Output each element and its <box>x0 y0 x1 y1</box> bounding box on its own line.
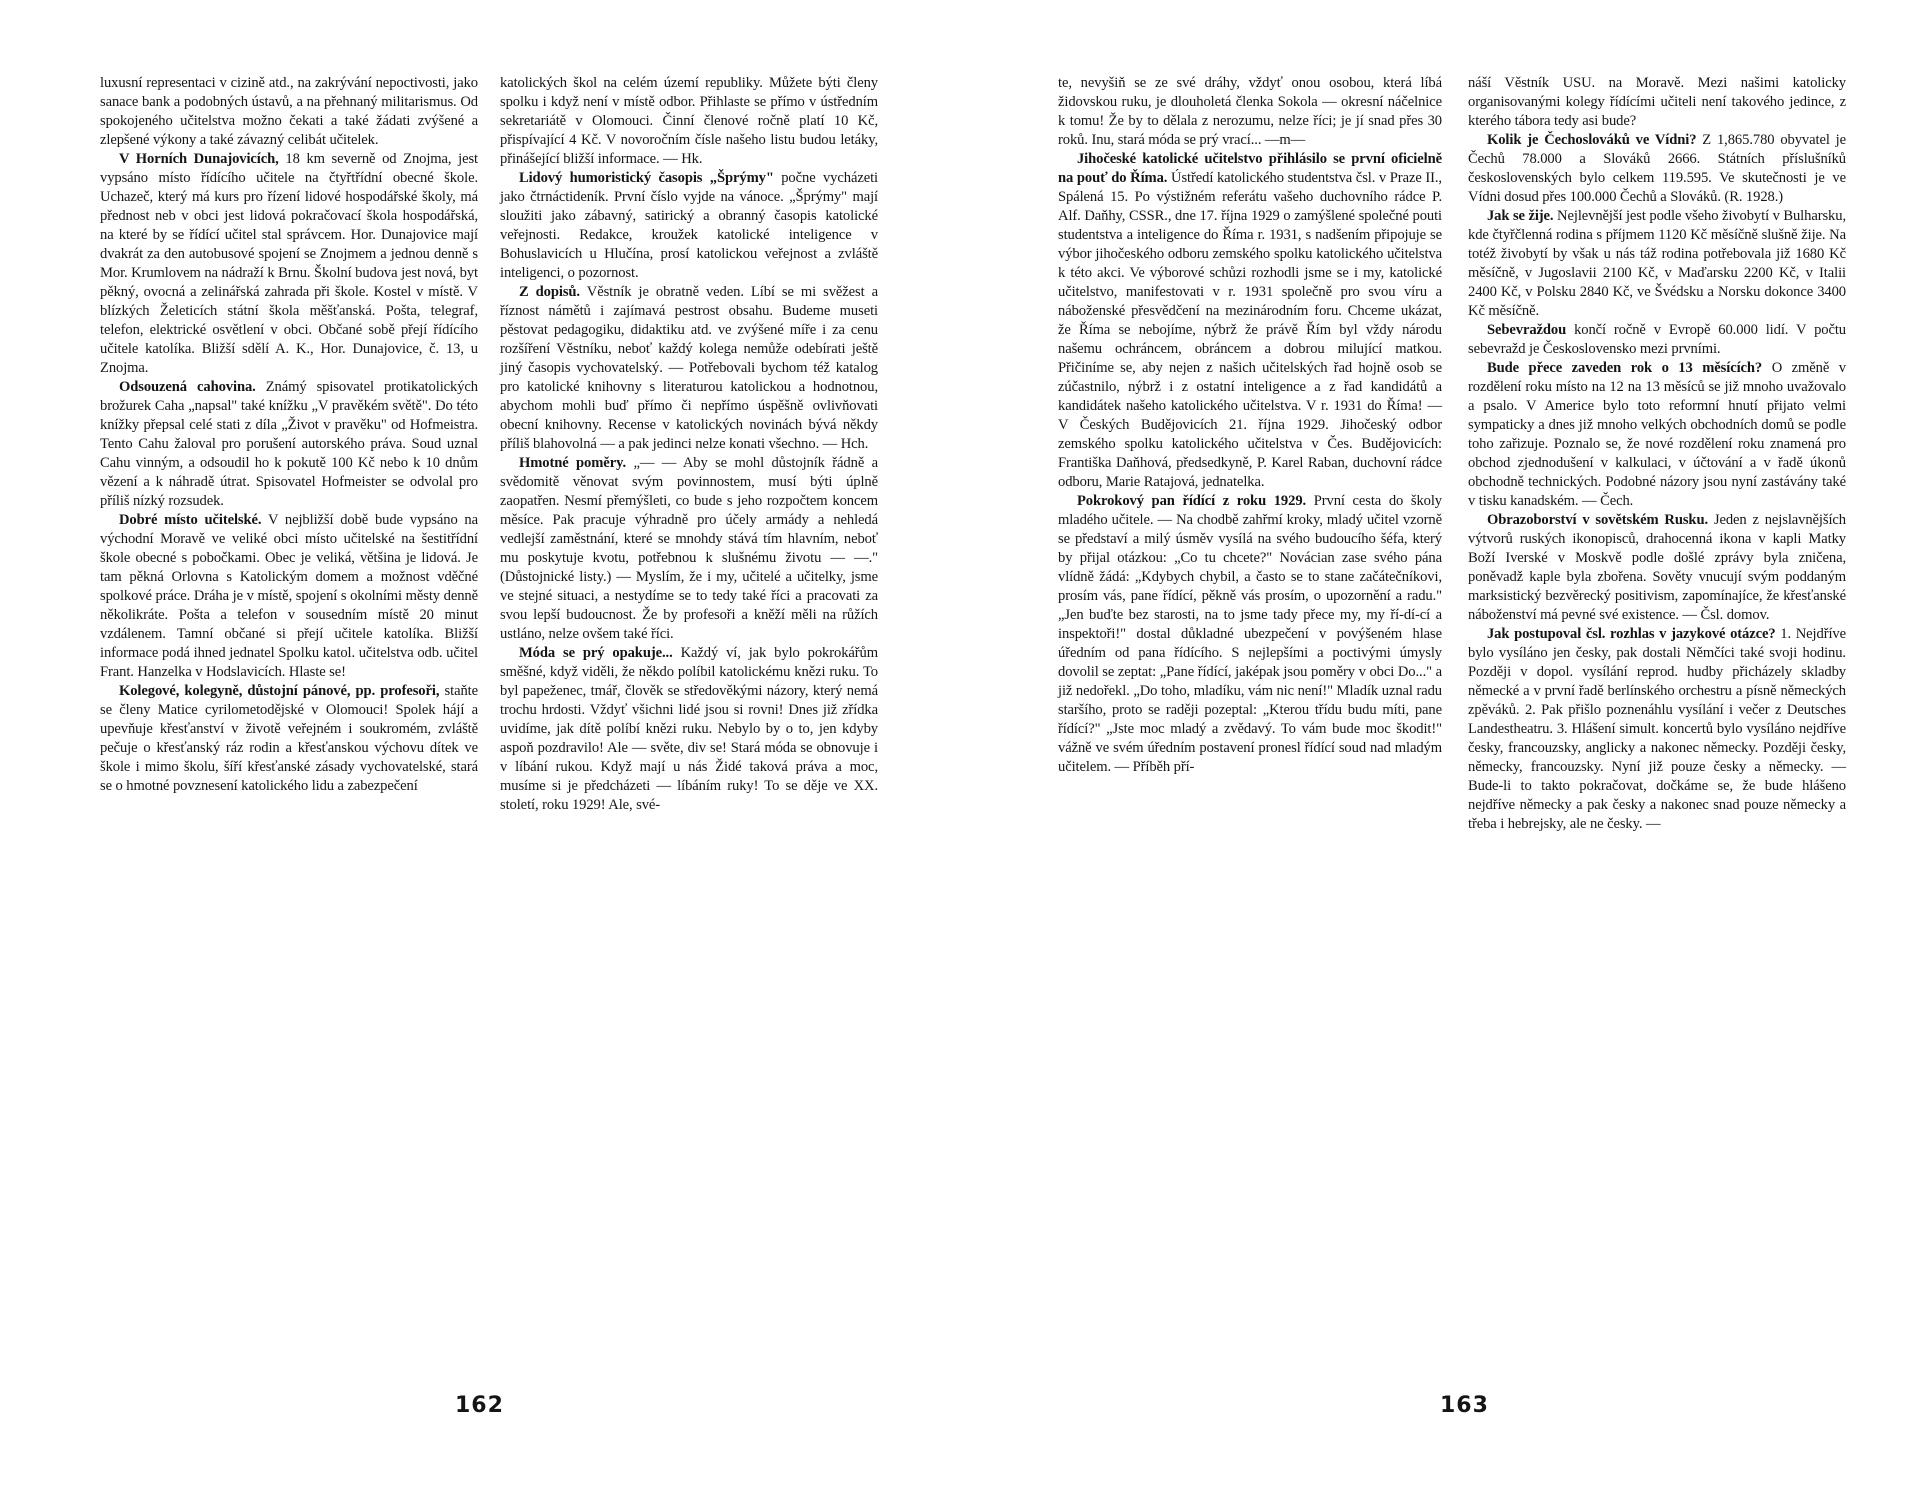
article-heading: Pokrokový pan řídící z roku 1929. <box>1076 493 1307 509</box>
article <box>1468 321 1846 359</box>
article <box>500 283 878 454</box>
article <box>100 511 478 682</box>
article-text: Ústředí katolického studentstva čsl. v Praze II., Spálená 15. Po výstižném referátu vašeho duchovního rádce P. Alf. Daňhy, CSSR., dne 17. října 1929 o zamýšlené společné pouti studentstva a inteligence do Říma r. 1931, s nadšením připojuje se výbor jihočeského odboru zemského spolku katolického učitelstva k této akci. Ve výborové schůzi rozhodli jsme se i my, katolické učitelstvo, manifestovati v r. 1931 společně pro svou víru a náboženské přesvědčení na mezinárodním foru. Chceme ukázat, že Říma se nebojíme, nýbrž že právě Řím byl vždy národu našemu ochráncem, obráncem a dobrou milující matkou. Přičiníme se, aby nejen z našich učitelských řad hojně osob se zúčastnilo, nýbrž i z ostatní inteligence a z řad kandidátů a kandidátek našeho katolického učitelstva. V r. 1931 do Říma! — V Českých Budějovicích 21. října 1929. Jihočeský odbor zemského spolku katolického učitelstva v Čes. Budějovicích: Františka Daňhová, předsedkyně, P. Karel Raban, duchovní rádce odboru, Marie Ratajová, jednatelka. <box>1058 170 1442 490</box>
article-heading: Odsouzená cahovina. <box>118 379 256 395</box>
article-text: Z 1,865.780 obyvatel je Čechů 78.000 a Slováků 2666. Státních příslušníků československých bylo celkem 119.595. Ve skutečnosti je ve Vídni dosud přes 100.000 Čechů a Slováků. (R. 1928.) <box>1468 132 1846 205</box>
paragraph <box>100 74 478 150</box>
article-text: 18 km severně od Znojma, jest vypsáno místo řídícího učitele na čtyřtřídní obecné škole. Uchazeč, který má kurs pro řízení lidové hospodářské školy, má přednost neb v obci jest lidová pokračovací škola hospodářská, na které by se řídící učitel stal správcem. Hor. Dunajovice mají dvakrát za den autobusové spojení se Znojmem a jednou denně s Mor. Krumlovem na nádraží k Brnu. Školní budova jest nová, byt pěkný, ovocná a zelinářská zahrada při škole. Kostel v místě. V blízkých Želeticích státní škola měšťanská. Pošta, telegraf, telefon, elektrické osvětlení v obci. Občané sobě přejí řídícího učitele katolíka. Bližší sdělí A. K., Hor. Dunajovice, č. 13, u Znojma. <box>100 151 478 376</box>
paragraph-text: te, nevyšiň se ze své dráhy, vždyť onou osobou, která líbá židovskou ruku, je dlouholetá členka Sokola — okresní náčelnice k tomu! Že by to dělala z nerozumu, nelze říci; je jí snad přes 30 roků. Inu, stará móda se prý vrací... —m— <box>1058 75 1442 148</box>
article-heading: Kolegové, kolegyně, důstojní pánové, pp. profesoři, <box>118 683 440 699</box>
page-number: 163 <box>1440 1393 1489 1418</box>
article-heading: Obrazoborství v sovětském Rusku. <box>1486 512 1709 528</box>
article <box>1058 150 1442 492</box>
article-heading: Sebevraždou <box>1486 322 1567 338</box>
article <box>500 644 878 815</box>
article-heading: Jak se žije. <box>1486 208 1554 224</box>
paragraph-text: katolických škol na celém území republiky. Můžete býti členy spolku i když není v místě odbor. Přihlaste se přímo v ústředním sekretariátě v Olomouci. Činní členové ročně platí 10 Kč, přispívající 4 Kč. V novoročním čísle našeho listu budou letáky, přinášející bližší informace. — Hk. <box>500 75 878 167</box>
article-text: končí ročně v Evropě 60.000 lidí. V počtu sebevražd je Československo mezi prvními. <box>1468 322 1846 357</box>
article-text: staňte se členy Matice cyrilometodějské v Olomouci! Spolek hájí a upevňuje křesťanství v životě veřejném i soukromém, zvláště pečuje o křesťanský ráz rodin a křesťanskou výchovu dítek ve škole i mimo školu, šíří křesťanské zásady vychovatelské, stará se o hmotné povznesení katolického lidu a zabezpečení <box>100 683 478 794</box>
article-heading: V Horních Dunajovicích, <box>118 151 279 167</box>
article-text: „— — Aby se mohl důstojník řádně a svědomitě věnovat svým povinnostem, musí býti úplně zaopatřen. Nesmí přemýšleti, co bude s jeho rozpočtem koncem měsíce. Pak pracuje výhradně pro účely armády a nehledá vedlejší zaměstnání, které se mnohdy stává tím hlavním, neboť mu poskytuje kvotu, potřebnou k slušnému životu — —." (Důstojnické listy.) — Myslím, že i my, učitelé a učitelky, jsme ve stejné situaci, a nestydíme se to tedy také říci a pracovati za svou lepší budoucnost. Že by profesoři a kněží měli na růžích ustláno, nelze ovšem také říci. <box>500 455 878 642</box>
page-number: 162 <box>455 1393 504 1418</box>
article-text: Známý spisovatel protikatolických brožurek Caha „napsal" také knížku „V pravěkém světě". Do této knížky přepsal celé stati z díla „Život v pravěku" od Hofmeistra. Tento Cahu žaloval pro porušení autorského práva. Soud uznal Cahu vinným, a odsoudil ho k pokutě 100 Kč nebo k 10 dnům vězení a k náhradě útrat. Spisovatel Hofmeister se odvolal pro příliš nízký rozsudek. <box>100 379 478 509</box>
article <box>500 454 878 644</box>
article-heading: Móda se prý opakuje... <box>518 645 673 661</box>
article-heading: Z dopisů. <box>518 284 580 300</box>
article <box>100 682 478 796</box>
article-text: V nejbližší době bude vypsáno na východní Moravě ve veliké obci místo učitelské na šestitřídní škole obecné s pobočkami. Obec je veliká, většina je lidová. Je tam pěkná Orlovna s Katolickým domem a možnost vděčné spolkové práce. Dráha je v místě, spojení s okolními městy denně několikráte. Pošta a telefon v sousedním místě 20 minut vzdálenem. Tamní občané si přejí učitele katolíka. Bližší informace podá ihned jednatel Spolku katol. učitelstva odb. učitel Frant. Hanzelka v Hodslavicích. Hlaste se! <box>100 512 478 680</box>
article <box>1468 207 1846 321</box>
page-right <box>953 0 1906 1500</box>
article-heading: Bude přece zaveden rok o 13 měsících? <box>1486 360 1763 376</box>
article <box>1468 359 1846 511</box>
article-text: Jeden z nejslavnějších výtvorů ruských ikonopisců, drahocenná ikona v kapli Matky Boží Iverské v Moskvě podle došlé zprávy byla zničena, poněvadž kaple byla zbořena. Sověty vnucují svým poddaným marksistický bezvěrecký positivism, zapomínajíce, že křesťanské náboženství má pevné své existence. — Čsl. domov. <box>1468 512 1846 623</box>
article-text: První cesta do školy mladého učitele. — Na chodbě zahřmí kroky, mladý učitel vzorně se představí a milý úsměv vysílá na svého budoucího šéfa, který by přijal otázkou: „Co tu chcete?" Novácian zase svého pána vlídně žádá: „Kdybych chybil, a často se to stane začátečníkovi, prosím vás, pane řídící, pěkně vás prosím, o upozornění a radu." „Jen buďte bez starosti, na to jsme tady přece my, my ří-dí-cí a inspektoři!" dostal důkladné ubezpečení v povýšeném hlase úředním od pana řídícího. S nejlepšími a poctivými úmysly dovolil se zeptat: „Pane řídící, jaképak jsou poměry v obci Do..." a již nedořekl. „Do toho, mladíku, vám nic není!" Mladík uznal radu staršího, proto se raději pozeptal: „Kterou třídu budu míti, pane řídící?" „Jste moc mladý a zvědavý. To vám bude moc škodit!" vážně ve svém úředním postavení pronesl řídící soud nad mladým učitelem. — Příběh pří- <box>1058 493 1442 775</box>
article <box>1058 492 1442 777</box>
article-heading: Lidový humoristický časopis „Šprýmy" <box>518 170 774 186</box>
article-text: počne vycházeti jako čtrnáctideník. První číslo vyjde na vánoce. „Šprýmy" mají sloužiti jako zábavný, satirický a obranný časopis katolické veřejnosti. Redakce, kroužek katolické inteligence v Bohuslavicích u Hlučína, prosí katolickou veřejnost a zvláště inteligenci, o pozornost. <box>500 170 878 281</box>
article-heading: Dobré místo učitelské. <box>118 512 262 528</box>
article-heading: Jak postupoval čsl. rozhlas v jazykové otázce? <box>1486 626 1776 642</box>
article-heading: Hmotné poměry. <box>518 455 627 471</box>
article-heading: Kolik je Čechoslováků ve Vídni? <box>1486 132 1697 148</box>
article-text: Nejlevnější jest podle všeho živobytí v Bulharsku, kde čtyřčlenná rodina s příjmem 1120 Kč měsíčně slušně žije. Na totéž živobytí by však u nás táž rodina potřebovala již 1680 Kč měsíčně, v Jugoslavii 2100 Kč, v Maďarsku 2200 Kč, v Italii 2400 Kč, v Polsku 2840 Kč, ve Švédsku a Norsku dokonce 3400 Kč měsíčně. <box>1468 208 1846 319</box>
article <box>1468 625 1846 834</box>
article-text: 1. Nejdříve bylo vysíláno jen česky, pak dostali Němčíci také svoji hodinu. Později v dopol. vysílání reprod. hudby přicházely skladby německé a v první řadě berlínského orchestru a písně německých zpěváků. 2. Pak přišlo poznenáhlu vysílání i večer z Deutsches Landestheatru. 3. Hlášení simult. koncertů bylo vysíláno nejdříve česky, francouzsky, anglicky a nakonec německy. Později česky, německy, francouzsky. Nyní již pouze česky a německy. — Bude-li to takto pokračovat, dočkáme se, že bude hlášeno nejdříve německy a pak česky a nakonec snad pouze německy a třeba i hebrejsky, ale ne česky. — <box>1468 626 1846 832</box>
article-text: O změně v rozdělení roku místo na 12 na 13 měsíců se již mnoho uvažovalo a psalo. V Americe bylo toto reformní hnutí přijato velmi sympaticky a dnes již mnoho velkých obchodních domů se podle toho zařizuje. Poznalo se, že nové rozdělení roku znamená pro obchod zjednodušení v kalkulaci, v účtování a v řadě úkonů obchodně technických. Podobné názory jsou nyní zastávány také v tisku kanadském. — Čech. <box>1468 360 1846 509</box>
article <box>1468 131 1846 207</box>
paragraph <box>500 74 878 169</box>
paragraph-text: luxusní representaci v cizině atd., na zakrývání nepoctivosti, jako sanace bank a podobných ústavů, a na přehnaný militarismus. Od spokojeného učitelstva možno čekati a také žádati zvýšené a zlepšené výkony a také závazný celibát učitelek. <box>100 75 478 148</box>
article <box>500 169 878 283</box>
paragraph-text: náší Věstník USU. na Moravě. Mezi našimi katolicky organisovanými kolegy řídícími učiteli není takového jedince, z kterého tábora tedy asi bude? <box>1468 75 1846 129</box>
page-right-column-1 <box>1058 74 1442 777</box>
article-text: Každý ví, jak bylo pokrokářům směšné, když viděli, že někdo políbil katolickému knězi ruku. To byl papeženec, tmář, člověk se středověkými názory, který nemá trochu hrdosti. Vždyť všichni lidé jsou si rovni! Dnes již zřídka uvidíme, jak dítě políbí knězi ruku. Nebylo by o to, jen kdyby aspoň pozdravilo! Ale — světe, div se! Stará móda se obnovuje i v líbání rukou. Když mají u nás Židé taková práva a moc, musíme si je předcházeti — líbáním ruky! To se děje ve XX. století, roku 1929! Ale, své- <box>500 645 878 813</box>
paragraph <box>1058 74 1442 150</box>
article <box>100 150 478 378</box>
page-left-column-2 <box>500 74 878 815</box>
article-heading: Jihočeské katolické učitelstvo přihlásilo se první oficielně na pouť do Říma. <box>1058 151 1442 186</box>
paragraph <box>1468 74 1846 131</box>
article <box>1468 511 1846 625</box>
page-left-column-1 <box>100 74 478 796</box>
article <box>100 378 478 511</box>
article-text: Věstník je obratně veden. Líbí se mi svěžest a říznost námětů i zajímavá pestrost obsahu. Budeme museti pěstovat pedagogiku, didaktiku atd. ve zvýšené míře i za cenu rozšíření Věstníku, neboť každý kolega nemůže odebírati ještě jiný časopis vychovatelský. — Potřebovali bychom též katalog pro katolické knihovny s literaturou katolickou a hodnotnou, abychom mohli buď přímo či nepřímo úspěšně ovlivňovati obecní knihovny. Recense v katolických novinách bývá někdy příliš blahovolná — a pak jedinci nelze konati všechno. — Hch. <box>500 284 878 452</box>
page-right-column-2 <box>1468 74 1846 834</box>
